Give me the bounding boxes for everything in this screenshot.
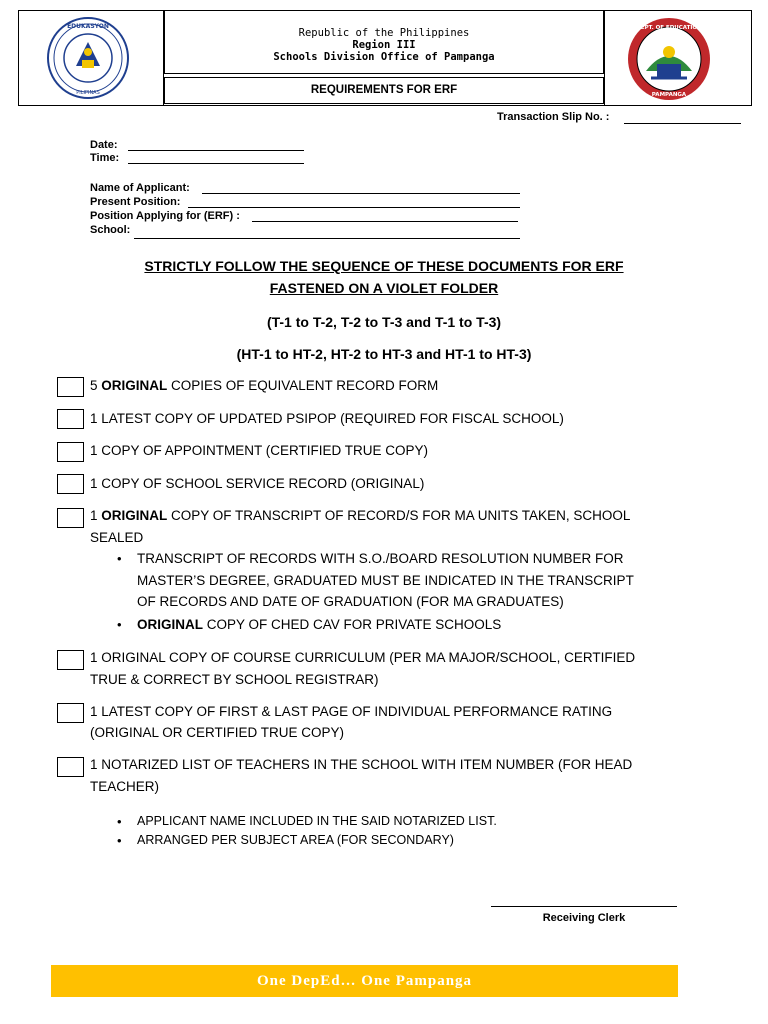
item-notarized-line-2: TEACHER) [90,779,160,794]
date-field[interactable] [128,150,304,151]
item-equivalent-record: 5 ORIGINAL COPIES OF EQUIVALENT RECORD FORM [90,378,439,393]
instruction-line-2: FASTENED ON A VIOLET FOLDER [269,280,499,296]
sequence-teachers: (T-1 to T-2, T-2 to T-3 and T-1 to T-3) [266,314,502,330]
transaction-slip-field[interactable] [624,123,741,124]
school-field[interactable] [134,238,520,239]
item-transcript-line-1: 1 ORIGINAL COPY OF TRANSCRIPT OF RECORD/S FOR MA UNITS TAKEN, SCHOOL [90,508,631,523]
date-label: Date: [90,139,118,151]
deped-seal-left [46,16,130,100]
subitem-tor-line-3: OF RECORDS AND DATE OF GRADUATION (FOR MA GRADUATES) [137,594,564,609]
subitem-subject-area: ARRANGED PER SUBJECT AREA (FOR SECONDARY) [137,833,454,847]
checkbox-psipop[interactable] [57,409,84,429]
header-division: Schools Division Office of Pampanga [273,51,495,63]
item-notarized-line-1: 1 NOTARIZED LIST OF TEACHERS IN THE SCHOOL WITH ITEM NUMBER (FOR HEAD [90,757,633,772]
bullet-dot: • [117,814,122,829]
item-performance-line-1: 1 LATEST COPY OF FIRST & LAST PAGE OF INDIVIDUAL PERFORMANCE RATING [90,704,613,719]
item-transcript-line-2: SEALED [90,530,144,545]
present-position-field[interactable] [188,207,520,208]
subitem-ched-cav: ORIGINAL COPY OF CHED CAV FOR PRIVATE SCHOOLS [137,617,502,632]
item-performance-line-2: (ORIGINAL OR CERTIFIED TRUE COPY) [90,725,345,740]
school-label: School: [90,224,131,236]
sequence-head-teachers: (HT-1 to HT-2, HT-2 to HT-3 and HT-1 to HT-3) [236,346,532,362]
checkbox-notarized-list[interactable] [57,757,84,777]
checkbox-curriculum[interactable] [57,650,84,670]
header-republic: Republic of the Philippines [298,27,470,39]
svg-text:PAMPANGA: PAMPANGA [651,92,687,98]
item-appointment: 1 COPY OF APPOINTMENT (CERTIFIED TRUE COPY) [90,443,429,458]
footer-slogan: One DepEd… One Pampanga [256,973,473,989]
subitem-tor-line-1: TRANSCRIPT OF RECORDS WITH S.O./BOARD RESOLUTION NUMBER FOR [137,551,624,566]
header-region: Region III [352,39,416,51]
svg-text:EDUKASYON: EDUKASYON [67,23,109,30]
applicant-name-label: Name of Applicant: [90,182,190,194]
transaction-slip-label: Transaction Slip No. : [497,111,610,123]
checkbox-performance-rating[interactable] [57,703,84,723]
item-curriculum-line-1: 1 ORIGINAL COPY OF COURSE CURRICULUM (PER MA MAJOR/SCHOOL, CERTIFIED [90,650,636,665]
bullet-dot: • [117,551,122,566]
subitem-applicant-name: APPLICANT NAME INCLUDED IN THE SAID NOTARIZED LIST. [137,814,497,828]
svg-text:PILIPINAS: PILIPINAS [76,90,100,96]
item-psipop: 1 LATEST COPY OF UPDATED PSIPOP (REQUIRED FOR FISCAL SCHOOL) [90,411,564,426]
svg-text:DEPT. OF EDUCATION: DEPT. OF EDUCATION [636,25,702,31]
applicant-name-field[interactable] [202,193,520,194]
time-label: Time: [90,152,120,164]
footer-banner [51,965,678,997]
position-applying-field[interactable] [252,221,518,222]
time-field[interactable] [128,163,304,164]
division-seal-right [626,16,712,102]
bullet-dot: • [117,833,122,848]
document-title: REQUIREMENTS FOR ERF [310,84,458,96]
receiving-clerk-signature-line[interactable] [491,906,677,907]
checkbox-transcript[interactable] [57,508,84,528]
present-position-label: Present Position: [90,196,181,208]
item-service-record: 1 COPY OF SCHOOL SERVICE RECORD (ORIGINAL) [90,476,425,491]
instruction-line-1: STRICTLY FOLLOW THE SEQUENCE OF THESE DOCUMENTS FOR ERF [144,258,624,274]
checkbox-service-record[interactable] [57,474,84,494]
subitem-tor-line-2: MASTER’S DEGREE, GRADUATED MUST BE INDICATED IN THE TRANSCRIPT [137,573,634,588]
checkbox-equivalent-record[interactable] [57,377,84,397]
receiving-clerk-label: Receiving Clerk [542,912,626,924]
checkbox-appointment[interactable] [57,442,84,462]
bullet-dot: • [117,617,122,632]
item-curriculum-line-2: TRUE & CORRECT BY SCHOOL REGISTRAR) [90,672,379,687]
position-applying-label: Position Applying for (ERF) : [90,210,240,222]
